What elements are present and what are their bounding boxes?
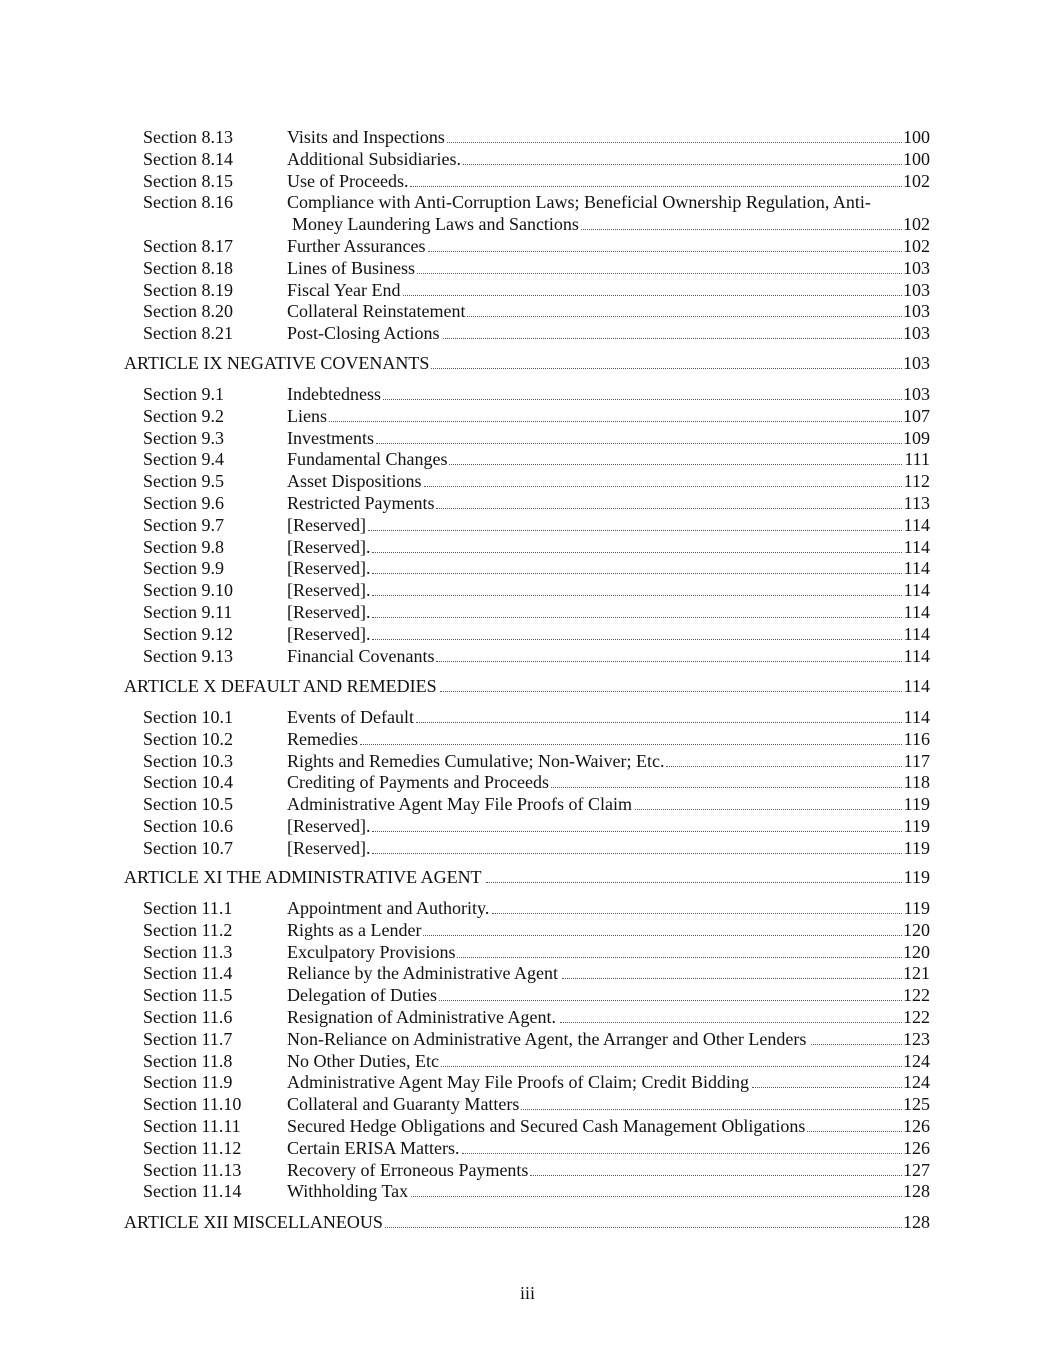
- section-number: Section 9.5: [143, 471, 224, 492]
- dot-leader: [521, 1093, 902, 1110]
- dot-leader: [807, 1115, 902, 1132]
- section-number: Section 11.4: [143, 963, 233, 984]
- section-number: Section 9.1: [143, 384, 224, 404]
- section-title: Further Assurances: [287, 236, 426, 256]
- section-title: Visits and Inspections: [287, 127, 445, 147]
- page-ref: 103: [903, 353, 930, 373]
- dot-leader: [416, 706, 902, 723]
- dot-leader: [383, 383, 902, 400]
- toc-section-entry[interactable]: [0, 579, 1055, 601]
- section-title: Indebtedness: [287, 384, 381, 404]
- section-number: Section 9.8: [143, 536, 224, 557]
- toc-section-entry[interactable]: [0, 1180, 1055, 1202]
- section-number: Section 9.10: [143, 580, 233, 601]
- section-title: Collateral Reinstatement: [287, 301, 466, 322]
- page-ref: 114: [903, 707, 930, 727]
- toc-section-entry[interactable]: [0, 601, 1055, 623]
- section-title: Post-Closing Actions: [287, 323, 440, 344]
- dot-leader: [372, 601, 902, 618]
- section-title: Administrative Agent May File Proofs of Claim: [287, 794, 632, 815]
- dot-leader: [436, 492, 902, 509]
- section-number: Section 8.21: [143, 323, 233, 344]
- dot-leader: [372, 557, 902, 574]
- section-number: Section 10.1: [143, 707, 233, 727]
- page-ref: 114: [903, 514, 930, 535]
- dot-leader: [411, 1180, 903, 1197]
- toc-section-entry[interactable]: [0, 126, 1055, 148]
- toc-section-entry[interactable]: [0, 405, 1055, 427]
- section-title: Financial Covenants: [287, 645, 435, 666]
- section-number: Section 9.6: [143, 493, 224, 513]
- section-title: Withholding Tax: [287, 1181, 409, 1202]
- page-ref: 113: [903, 493, 930, 513]
- section-number: Section 11.2: [143, 919, 233, 940]
- toc-section-entry[interactable]: [0, 1115, 1055, 1137]
- toc-section-entry[interactable]: [0, 427, 1055, 449]
- toc-section-entry[interactable]: [0, 837, 1055, 859]
- page-ref: 111: [904, 449, 930, 470]
- toc-section-entry[interactable]: [0, 962, 1055, 984]
- section-number: Section 9.13: [143, 645, 233, 666]
- section-title-continued: Money Laundering Laws and Sanctions: [292, 214, 579, 235]
- dot-leader: [462, 1137, 902, 1154]
- dot-leader: [372, 815, 902, 832]
- dot-leader: [423, 919, 902, 936]
- toc-section-entry[interactable]: [0, 492, 1055, 514]
- toc-section-entry[interactable]: [0, 383, 1055, 405]
- dot-leader: [436, 645, 902, 662]
- section-number: Section 9.7: [143, 514, 224, 535]
- page-ref: 123: [903, 1028, 930, 1049]
- dot-leader: [467, 300, 902, 317]
- toc-section-entry[interactable]: [0, 322, 1055, 344]
- dot-leader: [443, 322, 902, 339]
- page-ref: 118: [903, 772, 930, 793]
- toc-section-entry[interactable]: [0, 623, 1055, 645]
- dot-leader: [403, 279, 902, 296]
- toc-section-entry[interactable]: [0, 235, 1055, 257]
- page-ref: 126: [903, 1116, 930, 1136]
- dot-leader: [372, 536, 902, 553]
- page-ref: 102: [903, 236, 930, 256]
- page-ref: 109: [903, 427, 930, 448]
- toc-section-entry[interactable]: [0, 1050, 1055, 1072]
- section-title: Recovery of Erroneous Payments: [287, 1159, 529, 1180]
- toc-article-entry[interactable]: [0, 866, 1055, 888]
- section-title: Rights and Remedies Cumulative; Non-Waiver; Etc.: [287, 750, 665, 771]
- section-number: Section 11.12: [143, 1137, 242, 1158]
- dot-leader: [417, 257, 902, 274]
- dot-leader: [752, 1071, 902, 1088]
- section-number: Section 11.1: [143, 898, 233, 918]
- page-ref: 124: [903, 1072, 930, 1093]
- toc-section-entry[interactable]: [0, 470, 1055, 492]
- section-title: [Reserved].: [287, 623, 371, 644]
- toc-section-entry[interactable]: [0, 1159, 1055, 1181]
- section-title: Appointment and Authority.: [287, 898, 490, 918]
- article-title: ARTICLE XII MISCELLANEOUS: [124, 1212, 383, 1232]
- dot-leader: [449, 448, 902, 465]
- dot-leader: [360, 728, 902, 745]
- page-ref: 128: [903, 1181, 930, 1202]
- section-number: Section 8.15: [143, 170, 233, 191]
- toc-section-entry-continued[interactable]: [0, 213, 1055, 235]
- section-number: Section 9.2: [143, 405, 224, 426]
- section-number: Section 9.3: [143, 427, 224, 448]
- section-title: Events of Default: [287, 707, 414, 727]
- page-ref: 103: [903, 279, 930, 300]
- toc-section-entry[interactable]: [0, 919, 1055, 941]
- dot-leader: [492, 897, 902, 914]
- toc-section-entry[interactable]: [0, 536, 1055, 558]
- section-title: Investments: [287, 427, 374, 448]
- section-title: Use of Proceeds.: [287, 170, 409, 191]
- page-ref: 119: [903, 837, 930, 858]
- dot-leader: [811, 1028, 902, 1045]
- dot-leader: [463, 148, 902, 165]
- dot-leader: [530, 1159, 902, 1176]
- page-ref: 114: [903, 536, 930, 557]
- section-title: Fundamental Changes: [287, 449, 448, 470]
- toc-section-entry[interactable]: [0, 1028, 1055, 1050]
- toc-section-entry[interactable]: [0, 815, 1055, 837]
- toc-section-entry[interactable]: [0, 645, 1055, 667]
- toc-section-entry[interactable]: [0, 170, 1055, 192]
- page-ref: 119: [903, 794, 930, 815]
- section-number: Section 8.16: [143, 192, 233, 213]
- section-title: Delegation of Duties: [287, 985, 437, 1006]
- section-title: Fiscal Year End: [287, 279, 401, 300]
- page-ref: 119: [903, 816, 930, 836]
- section-title: Restricted Payments: [287, 493, 435, 513]
- section-title: No Other Duties, Etc: [287, 1050, 439, 1071]
- dot-leader: [431, 352, 902, 369]
- dot-leader: [385, 1211, 902, 1228]
- section-number: Section 8.20: [143, 301, 233, 322]
- section-number: Section 11.5: [143, 985, 233, 1006]
- page-ref: 114: [903, 558, 930, 579]
- page-ref: 114: [903, 580, 930, 601]
- dot-leader: [329, 405, 902, 422]
- section-title: Resignation of Administrative Agent.: [287, 1007, 556, 1027]
- page-ref: 114: [903, 676, 930, 696]
- dot-leader: [439, 984, 902, 1001]
- dot-leader: [368, 514, 902, 531]
- toc-section-entry[interactable]: [0, 300, 1055, 322]
- section-number: Section 11.3: [143, 941, 233, 962]
- toc-section-entry[interactable]: [0, 793, 1055, 815]
- toc-section-entry[interactable]: [0, 148, 1055, 170]
- page-ref: 114: [903, 602, 930, 622]
- section-title: Exculpatory Provisions: [287, 941, 456, 962]
- section-title: Certain ERISA Matters.: [287, 1137, 460, 1158]
- section-number: Section 11.8: [143, 1050, 233, 1071]
- section-title: [Reserved].: [287, 558, 371, 579]
- page-ref: 122: [903, 985, 930, 1006]
- page-ref: 116: [903, 728, 930, 749]
- page-ref: 120: [903, 919, 930, 940]
- toc-article-entry[interactable]: [0, 1211, 1055, 1233]
- toc-section-entry[interactable]: [0, 448, 1055, 470]
- dot-leader: [666, 750, 902, 767]
- section-number: Section 9.4: [143, 449, 224, 470]
- toc-section-entry[interactable]: [0, 1006, 1055, 1028]
- toc-section-entry[interactable]: [0, 728, 1055, 750]
- page-ref: 103: [903, 301, 930, 322]
- page-ref: 107: [903, 405, 930, 426]
- dot-leader: [372, 837, 902, 854]
- section-number: Section 10.7: [143, 837, 233, 858]
- dot-leader: [441, 1050, 902, 1067]
- section-number: Section 9.12: [143, 623, 233, 644]
- section-number: Section 8.18: [143, 257, 233, 278]
- page-ref: 102: [903, 170, 930, 191]
- section-number: Section 8.17: [143, 236, 233, 256]
- dot-leader: [372, 579, 902, 596]
- dot-leader: [581, 213, 902, 230]
- page-ref: 120: [903, 941, 930, 962]
- toc-article-entry[interactable]: [0, 352, 1055, 374]
- section-title: [Reserved].: [287, 837, 371, 858]
- toc-section-entry[interactable]: [0, 1071, 1055, 1093]
- dot-leader: [486, 866, 902, 883]
- section-number: Section 11.13: [143, 1159, 242, 1180]
- section-number: Section 11.9: [143, 1072, 233, 1093]
- section-number: Section 10.5: [143, 794, 233, 815]
- article-title: ARTICLE IX NEGATIVE COVENANTS: [124, 353, 430, 373]
- section-number: Section 10.4: [143, 772, 233, 793]
- dot-leader: [457, 941, 902, 958]
- section-number: Section 11.6: [143, 1007, 233, 1027]
- section-title: Secured Hedge Obligations and Secured Cash Management Obligations: [287, 1116, 806, 1136]
- dot-leader: [428, 235, 902, 252]
- section-title: Additional Subsidiaries.: [287, 148, 461, 169]
- section-number: Section 11.14: [143, 1181, 242, 1202]
- dot-leader: [424, 470, 902, 487]
- section-title: Compliance with Anti-Corruption Laws; Beneficial Ownership Regulation, Anti-: [287, 192, 871, 213]
- page-ref: 124: [903, 1050, 930, 1071]
- section-title: Non-Reliance on Administrative Agent, the Arranger and Other Lenders: [287, 1028, 807, 1049]
- section-number: Section 11.7: [143, 1028, 233, 1049]
- toc-section-entry[interactable]: [0, 191, 1055, 213]
- dot-leader: [560, 1006, 902, 1023]
- section-title: Liens: [287, 405, 327, 426]
- toc-section-entry[interactable]: [0, 706, 1055, 728]
- dot-leader: [376, 427, 902, 444]
- page-ref: 119: [903, 898, 930, 918]
- page-ref: 127: [903, 1159, 930, 1180]
- section-number: Section 9.11: [143, 602, 233, 622]
- toc-section-entry[interactable]: [0, 1093, 1055, 1115]
- section-title: [Reserved].: [287, 580, 371, 601]
- toc-section-entry[interactable]: [0, 897, 1055, 919]
- page-ref: 102: [903, 214, 930, 235]
- section-number: Section 9.9: [143, 558, 224, 579]
- toc-section-entry[interactable]: [0, 279, 1055, 301]
- page-ref: 112: [903, 471, 930, 492]
- section-title: Lines of Business: [287, 257, 415, 278]
- page-number: iii: [519, 1283, 535, 1303]
- page-ref: 103: [903, 323, 930, 344]
- dot-leader: [562, 962, 902, 979]
- page-ref: 117: [903, 750, 930, 771]
- page-ref: 114: [903, 623, 930, 644]
- section-number: Section 8.19: [143, 279, 233, 300]
- section-title: [Reserved].: [287, 602, 371, 622]
- section-title: Administrative Agent May File Proofs of Claim; Credit Bidding: [287, 1072, 749, 1093]
- toc-section-entry[interactable]: [0, 941, 1055, 963]
- dot-leader: [410, 170, 902, 187]
- section-title: Rights as a Lender: [287, 919, 422, 940]
- page-ref: 119: [903, 867, 930, 887]
- section-number: Section 11.10: [143, 1094, 242, 1115]
- page-ref: 128: [903, 1212, 930, 1232]
- toc-section-entry[interactable]: [0, 257, 1055, 279]
- page-ref: 125: [903, 1094, 930, 1115]
- dot-leader: [551, 771, 902, 788]
- section-number: Section 10.2: [143, 728, 233, 749]
- page-ref: 103: [903, 384, 930, 404]
- page-ref: 122: [903, 1007, 930, 1027]
- section-title: Collateral and Guaranty Matters: [287, 1094, 520, 1115]
- section-title: Crediting of Payments and Proceeds: [287, 772, 549, 793]
- toc-section-entry[interactable]: [0, 514, 1055, 536]
- section-number: Section 10.6: [143, 816, 233, 836]
- dot-leader: [635, 793, 902, 810]
- toc-section-entry[interactable]: [0, 984, 1055, 1006]
- toc-section-entry[interactable]: [0, 1137, 1055, 1159]
- dot-leader: [440, 675, 902, 692]
- section-title: [Reserved].: [287, 816, 371, 836]
- section-number: Section 11.11: [143, 1116, 241, 1136]
- toc-article-entry[interactable]: [0, 675, 1055, 697]
- section-title: [Reserved].: [287, 536, 371, 557]
- section-title: [Reserved]: [287, 514, 366, 535]
- page-ref: 100: [903, 127, 930, 147]
- page-ref: 103: [903, 257, 930, 278]
- toc-section-entry[interactable]: [0, 771, 1055, 793]
- dot-leader: [447, 126, 902, 143]
- section-number: Section 10.3: [143, 750, 233, 771]
- section-title: Remedies: [287, 728, 358, 749]
- section-number: Section 8.13: [143, 127, 233, 147]
- toc-section-entry[interactable]: [0, 557, 1055, 579]
- page-ref: 126: [903, 1137, 930, 1158]
- page-ref: 114: [903, 645, 930, 666]
- toc-section-entry[interactable]: [0, 750, 1055, 772]
- section-number: Section 8.14: [143, 148, 233, 169]
- section-title: Reliance by the Administrative Agent: [287, 963, 558, 984]
- page-ref: 100: [903, 148, 930, 169]
- article-title: ARTICLE XI THE ADMINISTRATIVE AGENT: [124, 867, 482, 887]
- dot-leader: [372, 623, 902, 640]
- page-ref: 121: [903, 963, 930, 984]
- article-title: ARTICLE X DEFAULT AND REMEDIES: [124, 676, 437, 696]
- section-title: Asset Dispositions: [287, 471, 422, 492]
